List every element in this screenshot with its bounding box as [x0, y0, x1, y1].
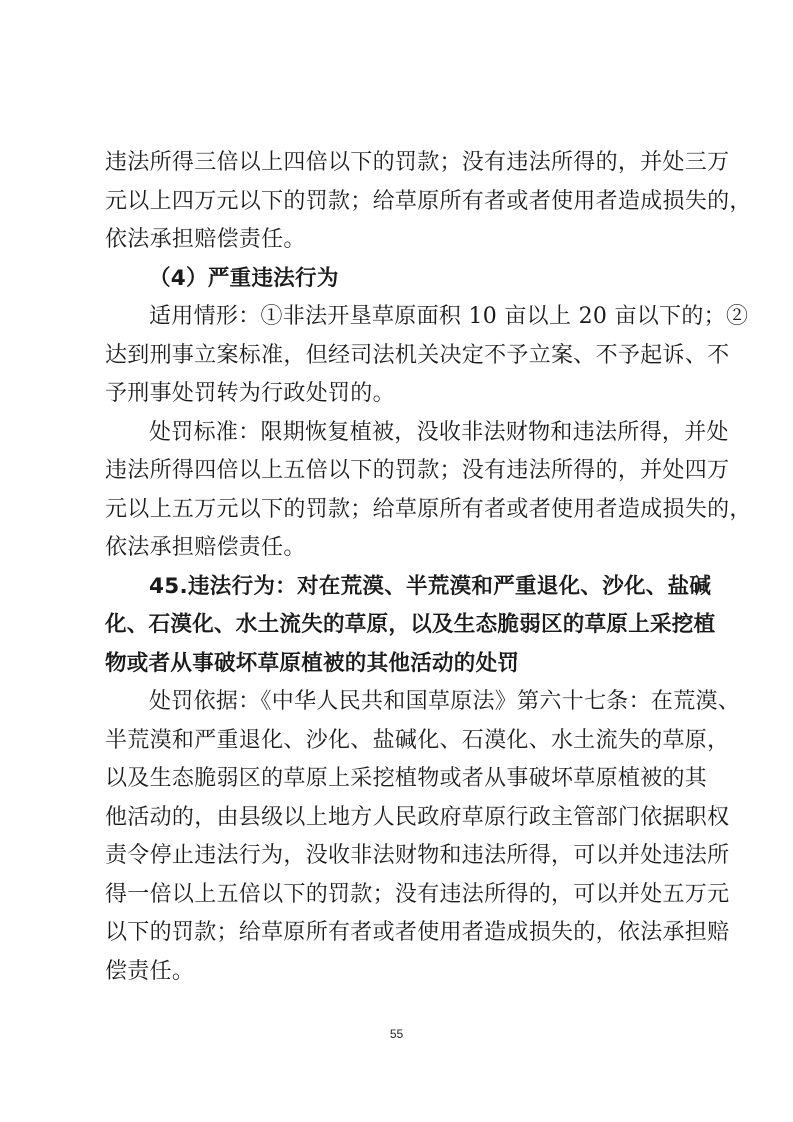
text-line: 处罚依据：《中华人民共和国草原法》第六十七条：在荒漠、: [149, 689, 741, 714]
heading-line: （4）严重违法行为: [149, 265, 339, 291]
text-line: 元以上五万元以下的罚款；给草原所有者或者使用者造成损失的，: [105, 496, 752, 522]
heading-line: 45.违法行为：对在荒漠、半荒漠和严重退化、沙化、盐碱: [149, 573, 712, 599]
text-line: 偿责任。: [105, 958, 195, 984]
text-line: 元以上四万元以下的罚款；给草原所有者或者使用者造成损失的，: [105, 188, 752, 214]
text-line: 他活动的，由县级以上地方人民政府草原行政主管部门依据职权: [105, 804, 730, 830]
heading-line: 化、石漠化、水土流失的草原，以及生态脆弱区的草原上采挖植: [105, 612, 716, 637]
text-line: 适用情形：①非法开垦草原面积 10 亩以上 20 亩以下的；②: [149, 304, 749, 329]
text-line: 责令停止违法行为，没收非法财物和违法所得，可以并处违法所: [105, 843, 730, 868]
text-line: 违法所得三倍以上四倍以下的罚款；没有违法所得的，并处三万: [105, 150, 730, 175]
text-line: 依法承担赔偿责任。: [105, 535, 306, 560]
text-line: 予刑事处罚转为行政处罚的。: [105, 381, 395, 406]
text-line: 半荒漠和严重退化、沙化、盐碱化、石漠化、水土流失的草原，: [105, 727, 730, 753]
page-number: 55: [389, 1027, 404, 1041]
text-line: 依法承担赔偿责任。: [105, 227, 306, 252]
text-line: 以下的罚款；给草原所有者或者使用者造成损失的，依法承担赔: [105, 920, 730, 945]
text-line: 以及生态脆弱区的草原上采挖植物或者从事破坏草原植被的其: [105, 766, 708, 791]
body-text: [105, 144, 752, 991]
heading-line: 物或者从事破坏草原植被的其他活动的处罚: [105, 650, 520, 676]
text-line: 达到刑事立案标准，但经司法机关决定不予立案、不予起诉、不: [105, 342, 730, 368]
text-line: 处罚标准：限期恢复植被，没收非法财物和违法所得，并处: [149, 419, 729, 445]
text-line: 得一倍以上五倍以下的罚款；没有违法所得的，可以并处五万元: [105, 881, 730, 907]
text-line: 违法所得四倍以上五倍以下的罚款；没有违法所得的，并处四万: [105, 458, 730, 483]
